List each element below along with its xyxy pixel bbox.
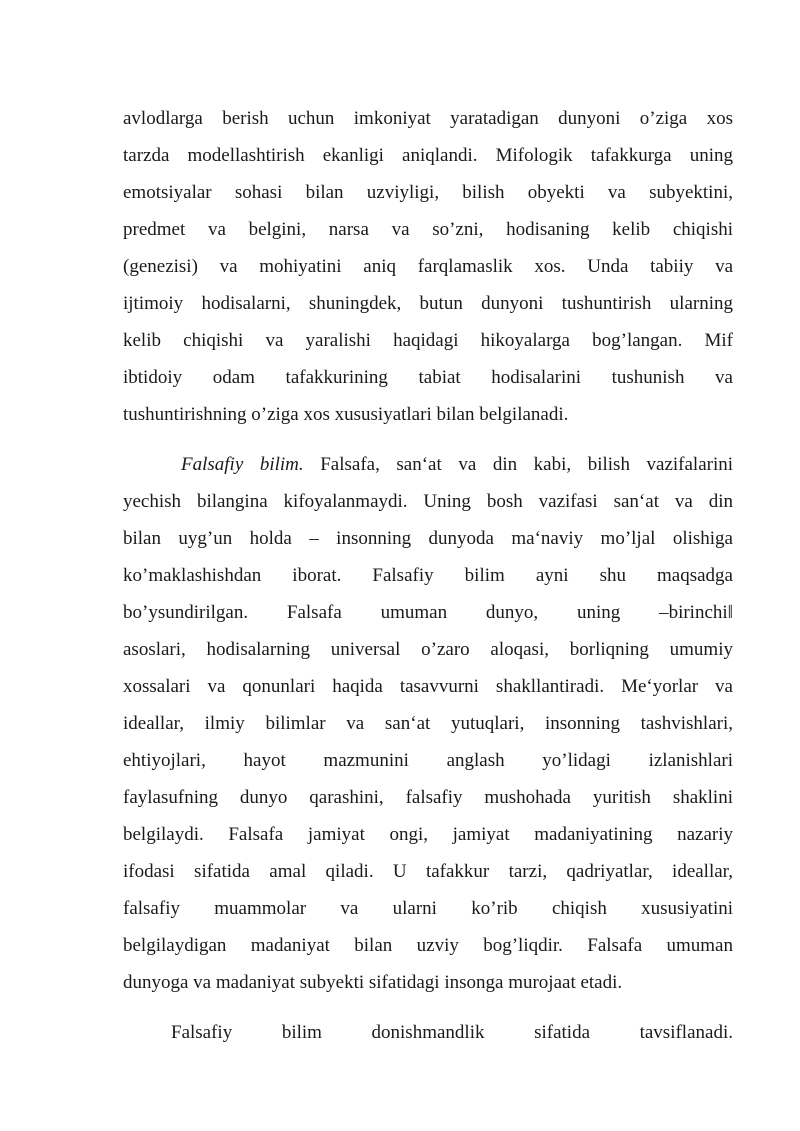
text-line: avlodlarga berish uchun imkoniyat yaratadigan dunyoni o’ziga xos bbox=[123, 108, 733, 129]
text-line: predmet va belgini, narsa va so’zni, hodisaning kelib chiqishi bbox=[123, 219, 733, 240]
text-line: Falsafiy bilim donishmandlik sifatida tavsiflanadi. bbox=[171, 1022, 733, 1043]
text-line: bilan uyg’un holda – insonning dunyoda ma‘naviy mo’ljal olishiga bbox=[123, 528, 733, 549]
text-line-first bbox=[123, 446, 733, 483]
text-line: ko’maklashishdan iborat. Falsafiy bilim ayni shu maqsadga bbox=[123, 565, 733, 586]
text-line: emotsiyalar sohasi bilan uzviyligi, bilish obyekti va subyektini, bbox=[123, 182, 733, 203]
text-line: ifodasi sifatida amal qiladi. U tafakkur tarzi, qadriyatlar, ideallar, bbox=[123, 861, 733, 882]
text-line: kelib chiqishi va yaralishi haqidagi hikoyalarga bog’langan. Mif bbox=[123, 330, 733, 351]
paragraph-wisdom bbox=[123, 1014, 733, 1051]
text-line: ijtimoiy hodisalarni, shuningdek, butun dunyoni tushuntirish ularning bbox=[123, 293, 733, 314]
text-line: yechish bilangina kifoyalanmaydi. Uning bosh vazifasi san‘at va din bbox=[123, 491, 733, 512]
section-heading-italic: Falsafiy bilim. bbox=[181, 454, 304, 475]
text-line: ideallar, ilmiy bilimlar va san‘at yutuqlari, insonning tashvishlari, bbox=[123, 713, 733, 734]
text-line: xossalari va qonunlari haqida tasavvurni shakllantiradi. Me‘yorlar va bbox=[123, 676, 733, 697]
text-line: tushuntirishning o’ziga xos xususiyatlari bilan belgilanadi. bbox=[123, 404, 569, 425]
text-line: belgilaydi. Falsafa jamiyat ongi, jamiyat madaniyatining nazariy bbox=[123, 824, 733, 845]
text-line: falsafiy muammolar va ularni ko’rib chiqish xususiyatini bbox=[123, 898, 733, 919]
text-span: Falsafa, san‘at va din kabi, bilish vazifalarini bbox=[303, 454, 733, 475]
text-line: dunyoga va madaniyat subyekti sifatidagi insonga murojaat etadi. bbox=[123, 972, 623, 993]
paragraph-mythology bbox=[123, 100, 733, 433]
text-line: faylasufning dunyo qarashini, falsafiy mushohada yuritish shaklini bbox=[123, 787, 733, 808]
text-line: belgilaydigan madaniyat bilan uzviy bog’liqdir. Falsafa umuman bbox=[123, 935, 733, 956]
text-line: (genezisi) va mohiyatini aniq farqlamaslik xos. Unda tabiiy va bbox=[123, 256, 733, 277]
text-line: asoslari, hodisalarning universal o’zaro aloqasi, borliqning umumiy bbox=[123, 639, 733, 660]
text-line: tarzda modellashtirish ekanligi aniqlandi. Mifologik tafakkurga uning bbox=[123, 145, 733, 166]
text-line: bo’ysundirilgan. Falsafa umuman dunyo, uning –birinchi‖ bbox=[123, 602, 733, 623]
text-line: ehtiyojlari, hayot mazmunini anglash yo’lidagi izlanishlari bbox=[123, 750, 733, 771]
document-page bbox=[123, 100, 733, 1051]
paragraph-philosophical-knowledge bbox=[123, 446, 733, 1001]
text-line: ibtidoiy odam tafakkurining tabiat hodisalarini tushunish va bbox=[123, 367, 733, 388]
